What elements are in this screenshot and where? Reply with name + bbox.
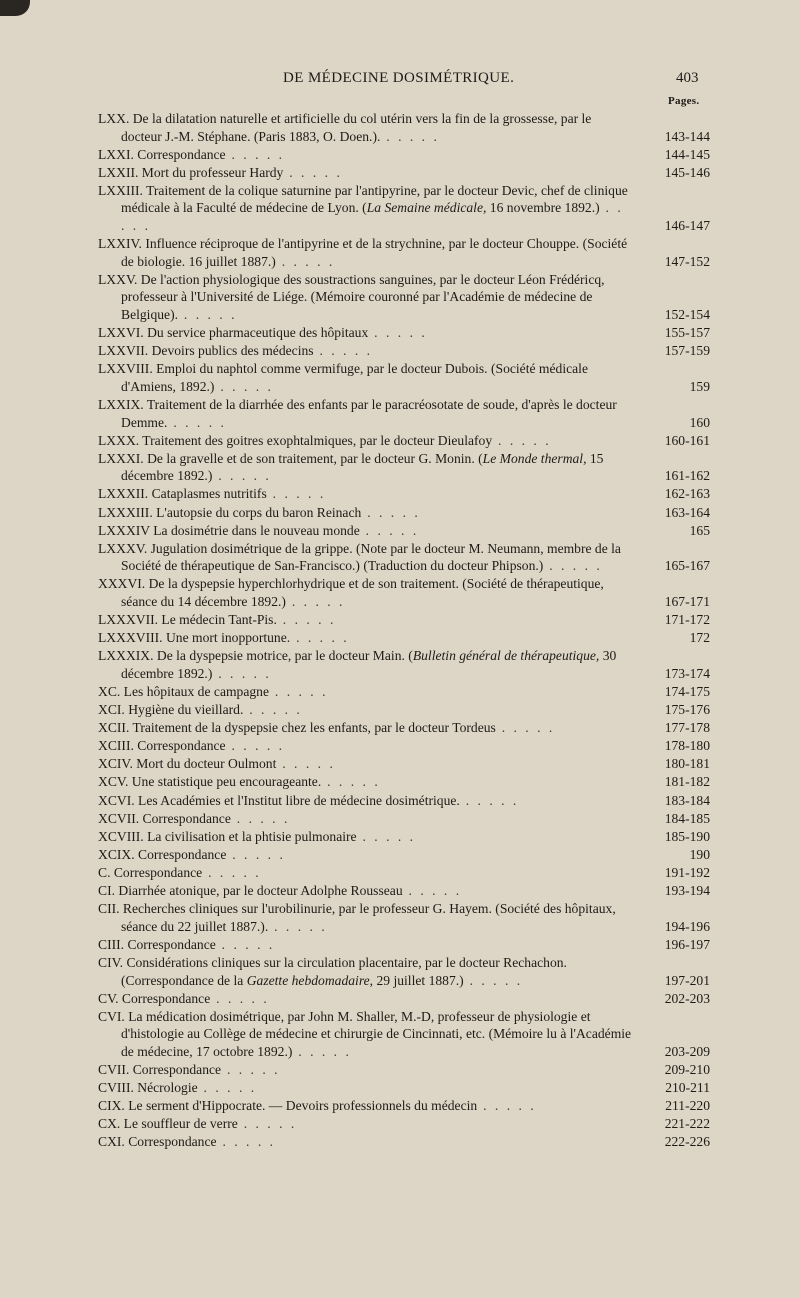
toc-entry-title: CIX. Le serment d'Hippocrate. — Devoirs professionnels du médecin . . . . . bbox=[98, 1098, 537, 1114]
toc-entry bbox=[98, 432, 710, 450]
toc-entry bbox=[98, 450, 710, 485]
toc-entry bbox=[98, 271, 710, 324]
dot-leader: . . . . . bbox=[402, 883, 462, 899]
table-of-contents bbox=[98, 110, 710, 1151]
toc-entry bbox=[98, 324, 710, 342]
toc-entry-pages: 159 bbox=[689, 378, 710, 394]
toc-entry bbox=[98, 1061, 710, 1079]
toc-entry bbox=[98, 990, 710, 1008]
dot-leader: . . . . . bbox=[292, 1043, 352, 1059]
toc-entry bbox=[98, 504, 710, 522]
toc-entry-pages: 209-210 bbox=[664, 1061, 710, 1077]
toc-entry-title: XCVIII. La civilisation et la phtisie pulmonaire . . . . . bbox=[98, 828, 416, 844]
toc-entry-title: CI. Diarrhée atonique, par le docteur Adolphe Rousseau . . . . . bbox=[98, 883, 462, 899]
dot-leader: . . . . . bbox=[285, 594, 345, 610]
toc-entry-title: XCIII. Correspondance . . . . . bbox=[98, 738, 285, 754]
toc-entry bbox=[98, 522, 710, 540]
dot-leader: . . . . . bbox=[356, 828, 416, 844]
running-head bbox=[0, 70, 800, 90]
dot-leader: . . . . . bbox=[210, 990, 270, 1006]
corner-ink-mark bbox=[0, 0, 30, 16]
toc-entry-title: LXXXIII. L'autopsie du corps du baron Reinach . . . . . bbox=[98, 504, 421, 520]
toc-entry-pages: 171-172 bbox=[664, 612, 710, 628]
toc-entry-pages: 144-145 bbox=[664, 146, 710, 162]
toc-entry-title: CV. Correspondance . . . . . bbox=[98, 990, 270, 1006]
dot-leader: . . . . . bbox=[359, 522, 419, 538]
page-number: 403 bbox=[676, 70, 699, 86]
toc-entry bbox=[98, 1008, 710, 1061]
dot-leader: . . . . . bbox=[212, 468, 272, 484]
dot-leader: . . . . . bbox=[276, 756, 336, 772]
toc-entry bbox=[98, 110, 710, 145]
toc-entry-title: LXXI. Correspondance . . . . . bbox=[98, 146, 285, 162]
toc-entry-pages: 157-159 bbox=[664, 343, 710, 359]
toc-entry bbox=[98, 954, 710, 989]
toc-entry bbox=[98, 882, 710, 900]
toc-entry-title: LXXII. Mort du professeur Hardy . . . . . bbox=[98, 164, 343, 180]
toc-entry-pages: 152-154 bbox=[664, 307, 710, 323]
toc-entry-pages: 165 bbox=[689, 522, 710, 538]
dot-leader: . . . . . bbox=[202, 864, 262, 880]
toc-entry-pages: 202-203 bbox=[664, 990, 710, 1006]
toc-entry-pages: 143-144 bbox=[664, 128, 710, 144]
toc-entry bbox=[98, 342, 710, 360]
toc-entry-pages: 175-176 bbox=[664, 702, 710, 718]
toc-entry-title: LXXXIX. De la dyspepsie motrice, par le docteur Main. (Bulletin général de thérapeutique, 30 décembre 1892.) . . . . . bbox=[98, 648, 617, 681]
toc-entry bbox=[98, 900, 710, 935]
toc-entry-title: LXXVII. Devoirs publics des médecins . . . . . bbox=[98, 343, 373, 359]
toc-entry-title: XCVI. Les Académies et l'Institut libre de médecine dosimétrique. . . . . . bbox=[98, 792, 519, 808]
toc-entry-pages: 190 bbox=[689, 846, 710, 862]
toc-entry-pages: 160-161 bbox=[664, 432, 710, 448]
toc-entry bbox=[98, 683, 710, 701]
toc-entry-pages: 162-163 bbox=[664, 486, 710, 502]
toc-entry-pages: 147-152 bbox=[664, 253, 710, 269]
toc-entry-pages: 185-190 bbox=[664, 828, 710, 844]
toc-entry-pages: 165-167 bbox=[664, 558, 710, 574]
toc-entry-title: CVIII. Nécrologie . . . . . bbox=[98, 1080, 257, 1096]
toc-entry-title: XC. Les hôpitaux de campagne . . . . . bbox=[98, 684, 328, 699]
toc-entry-pages: 210-211 bbox=[665, 1080, 710, 1096]
toc-entry bbox=[98, 1115, 710, 1133]
dot-leader: . . . . . bbox=[463, 972, 523, 988]
toc-entry-title: LXX. De la dilatation naturelle et artificielle du col utérin vers la fin de la grossesse, par le docteur J.-M. Stéphane. (Paris 1883, O. Doen.). . . . . . bbox=[98, 111, 592, 144]
toc-entry-title: LXXV. De l'action physiologique des soustractions sanguines, par le docteur Léon Frédéricq, professeur à l'Université de Liége. (Mémoire couronné par l'Académie de médecine de Belgique). . . . . . bbox=[98, 271, 605, 323]
toc-entry bbox=[98, 936, 710, 954]
dot-leader: . . . . . bbox=[492, 432, 552, 448]
toc-entry-pages: 197-201 bbox=[664, 972, 710, 988]
toc-entry-pages: 184-185 bbox=[664, 810, 710, 826]
toc-entry-pages: 203-209 bbox=[664, 1043, 710, 1059]
dot-leader: . . . . . bbox=[380, 128, 440, 144]
toc-entry-pages: 191-192 bbox=[664, 864, 710, 880]
toc-entry bbox=[98, 828, 710, 846]
toc-entry-pages: 180-181 bbox=[664, 756, 710, 772]
toc-entry bbox=[98, 575, 710, 610]
dot-leader: . . . . . bbox=[215, 936, 275, 952]
toc-entry bbox=[98, 540, 710, 575]
dot-leader: . . . . . bbox=[495, 720, 555, 736]
dot-leader: . . . . . bbox=[368, 325, 428, 341]
dot-leader: . . . . . bbox=[225, 738, 285, 754]
toc-entry-title: LXXXV. Jugulation dosimétrique de la grippe. (Note par le docteur M. Neumann, membre de la Société de thérapeutique de San-Francisco.) (Traduction du docteur Phipson.) . . . . . bbox=[98, 540, 621, 574]
toc-entry-title: XCII. Traitement de la dyspepsie chez les enfants, par le docteur Tordeus . . . . . bbox=[98, 720, 555, 736]
toc-entry-title: XXXVI. De la dyspepsie hyperchlorhydrique et de son traitement. (Société de thérapeutique, séance du 14 décembre 1892.) . . . . . bbox=[98, 576, 604, 610]
dot-leader: . . . . . bbox=[212, 665, 272, 681]
dot-leader: . . . . . bbox=[268, 918, 328, 934]
dot-leader: . . . . . bbox=[321, 774, 381, 790]
dot-leader: . . . . . bbox=[226, 846, 286, 862]
toc-entry-pages: 172 bbox=[689, 630, 710, 646]
pages-column-label: Pages. bbox=[668, 95, 700, 107]
toc-entry-title: XCVII. Correspondance . . . . . bbox=[98, 810, 290, 826]
toc-entry bbox=[98, 737, 710, 755]
dot-leader: . . . . . bbox=[121, 200, 624, 234]
toc-entry-pages: 181-182 bbox=[664, 774, 710, 790]
dot-leader: . . . . . bbox=[221, 1061, 281, 1077]
toc-entry-pages: 161-162 bbox=[664, 468, 710, 484]
dot-leader: . . . . . bbox=[178, 307, 237, 323]
toc-entry-pages: 155-157 bbox=[664, 325, 710, 341]
toc-entry-title: CIII. Correspondance . . . . . bbox=[98, 936, 275, 952]
toc-entry-title: CVI. La médication dosimétrique, par John M. Shaller, M.-D, professeur de physiologie et d'histologie au Collège de médecine et chirurgie de Cincinnati, etc. (Mémoire lu à l'Académie de médecine, 17 octobre 1892.) . . . . . bbox=[98, 1008, 632, 1059]
toc-entry-pages: 174-175 bbox=[664, 684, 710, 699]
toc-entry-title: LXXXI. De la gravelle et de son traitement, par le docteur G. Monin. (Le Monde thermal, 15 décembre 1892.) . . . . . bbox=[98, 450, 604, 484]
toc-entry-pages: 178-180 bbox=[664, 738, 710, 754]
dot-leader: . . . . . bbox=[459, 792, 519, 808]
toc-entry-pages: 173-174 bbox=[664, 665, 710, 681]
toc-entry-title: XCIV. Mort du docteur Oulmont . . . . . bbox=[98, 756, 336, 772]
toc-entry bbox=[98, 182, 710, 235]
toc-entry-title: CIV. Considérations cliniques sur la circulation placentaire, par le docteur Rechachon. (Correspondance de la Gazette hebdomadaire, 29 juillet 1887.) . . . . . bbox=[98, 954, 567, 988]
toc-entry-title: XCIX. Correspondance . . . . . bbox=[98, 846, 286, 862]
dot-leader: . . . . . bbox=[266, 486, 326, 502]
toc-entry bbox=[98, 629, 710, 647]
toc-entry bbox=[98, 810, 710, 828]
dot-leader: . . . . . bbox=[477, 1098, 537, 1114]
dot-leader: . . . . . bbox=[283, 164, 343, 180]
toc-entry-pages: 145-146 bbox=[664, 164, 710, 180]
toc-entry bbox=[98, 1079, 710, 1097]
toc-entry bbox=[98, 792, 710, 810]
toc-entry bbox=[98, 360, 710, 395]
running-title: DE MÉDECINE DOSIMÉTRIQUE. bbox=[283, 70, 515, 86]
dot-leader: . . . . . bbox=[313, 343, 373, 359]
dot-leader: . . . . . bbox=[290, 630, 350, 646]
toc-entry-pages: 194-196 bbox=[664, 918, 710, 934]
toc-entry-pages: 160 bbox=[689, 414, 710, 430]
toc-entry bbox=[98, 235, 710, 270]
dot-leader: . . . . . bbox=[275, 253, 335, 269]
toc-entry-title: LXXIV. Influence réciproque de l'antipyrine et de la strychnine, par le docteur Chouppe. (Société de biologie. 16 juillet 1887.) . . . . . bbox=[98, 236, 628, 269]
toc-entry bbox=[98, 485, 710, 503]
dot-leader: . . . . . bbox=[237, 1116, 297, 1132]
dot-leader: . . . . . bbox=[225, 146, 285, 162]
toc-entry bbox=[98, 701, 710, 719]
toc-entry-title: LXXVIII. Emploi du naphtol comme vermifuge, par le docteur Dubois. (Société médicale d'Amiens, 1892.) . . . . . bbox=[98, 361, 588, 394]
dot-leader: . . . . . bbox=[214, 378, 274, 394]
toc-entry-title: LXXXII. Cataplasmes nutritifs . . . . . bbox=[98, 486, 326, 502]
toc-entry bbox=[98, 773, 710, 791]
dot-leader: . . . . . bbox=[230, 810, 290, 826]
toc-entry bbox=[98, 164, 710, 182]
toc-entry bbox=[98, 719, 710, 737]
toc-entry bbox=[98, 864, 710, 882]
dot-leader: . . . . . bbox=[197, 1080, 257, 1096]
toc-entry-title: LXXXVIII. Une mort inopportune. . . . . . bbox=[98, 630, 350, 646]
toc-entry-title: LXXX. Traitement des goitres exophtalmiques, par le docteur Dieulafoy . . . . . bbox=[98, 432, 552, 448]
toc-entry-pages: 193-194 bbox=[664, 883, 710, 899]
toc-entry-title: LXXXVII. Le médecin Tant-Pis. . . . . . bbox=[98, 612, 336, 628]
toc-entry bbox=[98, 611, 710, 629]
toc-entry-title: LXXIII. Traitement de la colique saturnine par l'antipyrine, par le docteur Devic, chef de clinique médicale à la Faculté de médecine de Lyon. (La Semaine médicale, 16 novembre 1892.) . . . . . bbox=[98, 182, 628, 234]
toc-entry-pages: 222-226 bbox=[664, 1134, 710, 1150]
toc-entry bbox=[98, 647, 710, 682]
toc-entry bbox=[98, 396, 710, 431]
toc-entry-pages: 146-147 bbox=[664, 218, 710, 234]
toc-entry-pages: 211-220 bbox=[665, 1098, 710, 1114]
toc-entry-pages: 177-178 bbox=[664, 720, 710, 736]
toc-entry-pages: 221-222 bbox=[664, 1116, 710, 1132]
toc-entry-title: LXXVI. Du service pharmaceutique des hôpitaux . . . . . bbox=[98, 325, 428, 341]
toc-entry bbox=[98, 146, 710, 164]
dot-leader: . . . . . bbox=[276, 612, 336, 628]
toc-entry-title: XCV. Une statistique peu encourageante. . . . . . bbox=[98, 774, 381, 790]
toc-entry bbox=[98, 1097, 710, 1115]
toc-entry bbox=[98, 755, 710, 773]
toc-entry-title: CX. Le souffleur de verre . . . . . bbox=[98, 1116, 297, 1132]
toc-entry-pages: 167-171 bbox=[664, 594, 710, 610]
toc-entry-title: C. Correspondance . . . . . bbox=[98, 864, 262, 880]
toc-entry-title: XCI. Hygiène du vieillard. . . . . . bbox=[98, 702, 303, 718]
dot-leader: . . . . . bbox=[216, 1134, 276, 1150]
dot-leader: . . . . . bbox=[543, 558, 603, 574]
dot-leader: . . . . . bbox=[243, 702, 303, 718]
dot-leader: . . . . . bbox=[361, 504, 421, 520]
toc-entry bbox=[98, 846, 710, 864]
toc-entry bbox=[98, 1133, 710, 1151]
toc-entry-title: LXXIX. Traitement de la diarrhée des enfants par le paracréosotate de soude, d'après le docteur Demme. . . . . . bbox=[98, 397, 617, 430]
dot-leader: . . . . . bbox=[167, 414, 227, 430]
toc-entry-title: CII. Recherches cliniques sur l'urobilinurie, par le professeur G. Hayem. (Société des hôpitaux, séance du 22 juillet 1887.). . . . . . bbox=[98, 901, 616, 934]
toc-entry-title: CVII. Correspondance . . . . . bbox=[98, 1061, 281, 1077]
toc-entry-pages: 196-197 bbox=[664, 936, 710, 952]
toc-entry-title: CXI. Correspondance . . . . . bbox=[98, 1134, 276, 1150]
toc-entry-pages: 183-184 bbox=[664, 792, 710, 808]
dot-leader: . . . . . bbox=[269, 684, 328, 699]
toc-entry-title: LXXXIV La dosimétrie dans le nouveau monde . . . . . bbox=[98, 522, 419, 538]
toc-entry-pages: 163-164 bbox=[664, 504, 710, 520]
